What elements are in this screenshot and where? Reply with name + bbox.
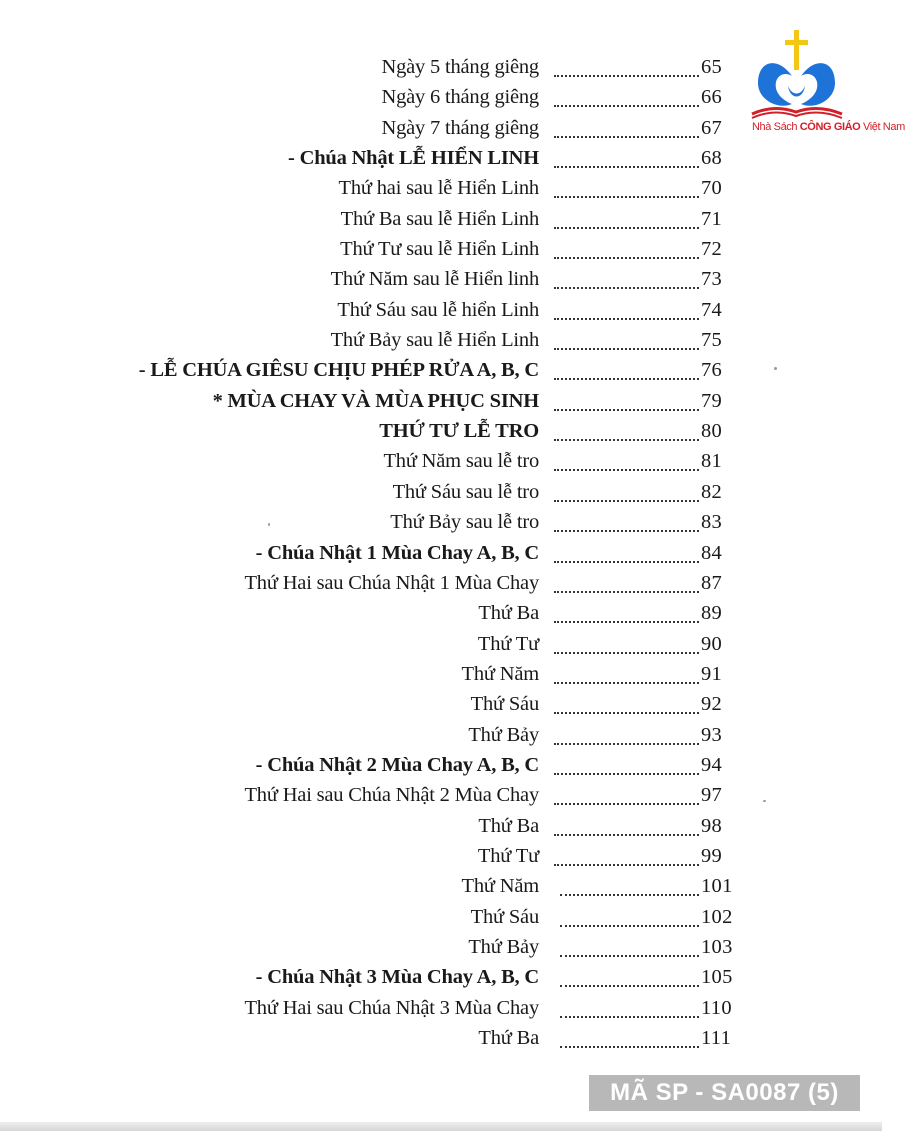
toc-entry <box>0 661 882 691</box>
toc-dot-leader <box>560 977 699 987</box>
toc-entry-title: - Chúa Nhật LỄ HIỂN LINH <box>288 147 539 170</box>
table-of-contents <box>0 54 905 1055</box>
toc-entry-page: 72 <box>701 238 723 261</box>
toc-entry <box>0 266 882 296</box>
toc-dot-leader <box>554 128 699 138</box>
toc-dot-leader <box>554 613 699 623</box>
toc-entry-page: 65 <box>701 56 723 78</box>
toc-entry-page: 98 <box>701 814 723 837</box>
toc-entry-title: Thứ Sáu sau lễ hiển Linh <box>337 298 539 321</box>
toc-dot-leader <box>554 856 699 866</box>
toc-entry-title: Thứ Năm <box>461 875 539 898</box>
toc-entry-title: Thứ Bảy <box>468 723 539 746</box>
toc-entry-page: 76 <box>701 359 723 382</box>
toc-entry-title: Thứ Ba <box>478 814 539 837</box>
toc-dot-leader <box>554 431 699 441</box>
toc-entry <box>0 175 882 205</box>
toc-dot-leader <box>554 461 699 471</box>
toc-dot-leader <box>554 219 699 229</box>
toc-entry-page: 110 <box>701 996 732 1019</box>
toc-dot-leader <box>554 674 699 684</box>
toc-entry <box>0 297 882 327</box>
toc-dot-leader <box>560 886 699 896</box>
toc-entry-page: 90 <box>701 632 723 655</box>
toc-entry-page: 94 <box>701 753 723 776</box>
toc-entry <box>0 570 882 600</box>
publisher-logo-text: Nhà Sách CÔNG GIÁO Việt Nam <box>752 121 905 133</box>
toc-entry <box>0 54 882 84</box>
toc-dot-leader <box>554 67 699 77</box>
toc-entry-page: 67 <box>701 116 723 139</box>
toc-entry-title: Ngày 7 tháng giêng <box>381 116 539 139</box>
toc-dot-leader <box>554 583 699 593</box>
toc-entry <box>0 843 882 873</box>
toc-entry-title: Thứ Ba sau lễ Hiển Linh <box>340 207 539 230</box>
toc-entry-page: 81 <box>701 450 723 473</box>
toc-dot-leader <box>554 310 699 320</box>
toc-entry-page: 91 <box>701 662 723 685</box>
toc-entry-title: Thứ Hai sau Chúa Nhật 3 Mùa Chay <box>244 996 539 1019</box>
toc-entry-page: 66 <box>701 86 723 109</box>
toc-entry <box>0 84 882 114</box>
toc-entry-page: 84 <box>701 541 723 564</box>
toc-entry <box>0 357 882 387</box>
toc-entry <box>0 904 882 934</box>
toc-entry-title: Thứ Tư <box>477 632 539 655</box>
toc-entry <box>0 691 882 721</box>
toc-entry-title: Thứ Hai sau Chúa Nhật 2 Mùa Chay <box>244 784 539 807</box>
toc-dot-leader <box>554 279 699 289</box>
toc-entry-title: - LỄ CHÚA GIÊSU CHỊU PHÉP RỬA A, B, C <box>138 359 539 382</box>
toc-entry-page: 99 <box>701 844 723 867</box>
toc-entry-title: Thứ Ba <box>478 1027 539 1049</box>
toc-dot-leader <box>554 735 699 745</box>
toc-entry-page: 71 <box>701 207 723 230</box>
toc-entry-page: 79 <box>701 389 723 412</box>
toc-entry-page: 82 <box>701 480 723 503</box>
toc-dot-leader <box>554 340 699 350</box>
toc-dot-leader <box>554 826 699 836</box>
toc-entry-title: Thứ Sáu sau lễ tro <box>392 480 539 503</box>
toc-entry <box>0 995 882 1025</box>
toc-dot-leader <box>560 1008 699 1018</box>
toc-dot-leader <box>554 158 699 168</box>
toc-entry-title: Thứ Năm sau lễ Hiển linh <box>330 268 539 291</box>
toc-entry-title: - Chúa Nhật 1 Mùa Chay A, B, C <box>255 541 539 564</box>
toc-entry <box>0 448 882 478</box>
toc-dot-leader <box>554 249 699 259</box>
toc-entry-title: Thứ Sáu <box>470 905 539 928</box>
toc-dot-leader <box>554 401 699 411</box>
toc-dot-leader <box>554 370 699 380</box>
toc-dot-leader <box>560 1038 699 1048</box>
toc-entry <box>0 873 882 903</box>
toc-entry-page: 93 <box>701 723 723 746</box>
toc-entry-title: Thứ Sáu <box>470 693 539 716</box>
toc-entry-page: 97 <box>701 784 723 807</box>
toc-dot-leader <box>560 917 699 927</box>
toc-entry <box>0 813 882 843</box>
toc-entry-page: 111 <box>701 1027 732 1049</box>
product-code-badge: MÃ SP - SA0087 (5) <box>589 1075 860 1111</box>
toc-entry <box>0 509 882 539</box>
toc-entry-page: 70 <box>701 177 723 200</box>
scan-speck <box>268 523 270 526</box>
toc-entry <box>0 540 882 570</box>
toc-dot-leader <box>554 522 699 532</box>
toc-entry-title: Thứ Năm <box>461 662 539 685</box>
toc-entry-title: Ngày 5 tháng giêng <box>381 56 539 78</box>
page-bottom-edge <box>0 1122 882 1131</box>
toc-dot-leader <box>554 765 699 775</box>
toc-entry-page: 75 <box>701 329 723 352</box>
toc-entry <box>0 782 882 812</box>
toc-dot-leader <box>554 492 699 502</box>
toc-entry <box>0 964 882 994</box>
toc-entry-title: Thứ Tư <box>477 844 539 867</box>
toc-entry <box>0 236 882 266</box>
toc-dot-leader <box>560 947 699 957</box>
toc-entry <box>0 600 882 630</box>
toc-entry-title: Ngày 6 tháng giêng <box>381 86 539 109</box>
toc-entry-page: 74 <box>701 298 723 321</box>
toc-entry-title: - Chúa Nhật 3 Mùa Chay A, B, C <box>255 966 539 989</box>
toc-entry <box>0 145 882 175</box>
toc-entry <box>0 934 882 964</box>
toc-entry-page: 83 <box>701 511 723 534</box>
toc-entry <box>0 327 882 357</box>
toc-dot-leader <box>554 704 699 714</box>
toc-entry-title: Thứ hai sau lễ Hiển Linh <box>338 177 539 200</box>
toc-entry-title: Thứ Năm sau lễ tro <box>383 450 539 473</box>
toc-entry-title: Thứ Bảy sau lễ Hiển Linh <box>330 329 539 352</box>
toc-entry-page: 68 <box>701 147 723 170</box>
toc-entry-page: 103 <box>701 935 733 958</box>
scan-speck <box>763 800 766 802</box>
toc-entry-page: 101 <box>701 875 733 898</box>
toc-entry-page: 73 <box>701 268 723 291</box>
toc-entry-title: Thứ Bảy <box>468 935 539 958</box>
scan-speck <box>774 367 777 370</box>
toc-entry-page: 80 <box>701 420 723 443</box>
toc-entry-page: 102 <box>701 905 733 928</box>
toc-entry <box>0 418 882 448</box>
toc-entry-page: 87 <box>701 571 723 594</box>
toc-dot-leader <box>554 188 699 198</box>
toc-dot-leader <box>554 97 699 107</box>
toc-entry <box>0 115 905 145</box>
toc-entry-title: * MÙA CHAY VÀ MÙA PHỤC SINH <box>212 389 539 412</box>
toc-entry <box>0 479 882 509</box>
toc-entry-page: 92 <box>701 693 723 716</box>
toc-entry <box>0 1025 882 1055</box>
toc-entry-page: 89 <box>701 602 723 625</box>
toc-entry-title: Thứ Tư sau lễ Hiển Linh <box>340 238 539 261</box>
toc-entry-page: 105 <box>701 966 733 989</box>
toc-entry <box>0 722 882 752</box>
toc-entry-title: - Chúa Nhật 2 Mùa Chay A, B, C <box>255 753 539 776</box>
toc-entry <box>0 206 882 236</box>
toc-dot-leader <box>554 795 699 805</box>
toc-dot-leader <box>554 644 699 654</box>
toc-dot-leader <box>554 553 699 563</box>
toc-entry-title: Thứ Bảy sau lễ tro <box>390 511 539 534</box>
toc-entry <box>0 388 882 418</box>
toc-entry-title: Thứ Ba <box>478 602 539 625</box>
toc-entry-title: THỨ TƯ LỄ TRO <box>379 420 539 443</box>
toc-entry <box>0 631 882 661</box>
toc-entry <box>0 752 882 782</box>
toc-entry-title: Thứ Hai sau Chúa Nhật 1 Mùa Chay <box>244 571 539 594</box>
